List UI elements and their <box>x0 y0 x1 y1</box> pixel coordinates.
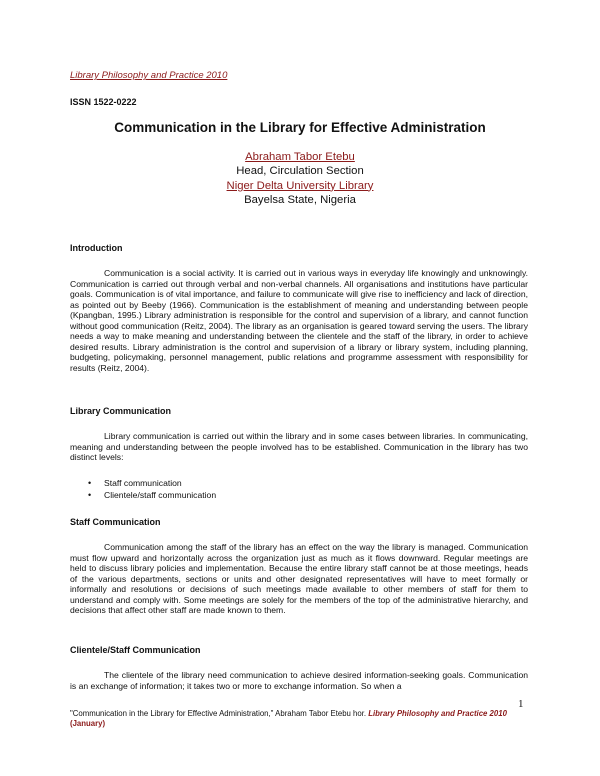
list-item: • Staff communication <box>88 478 182 488</box>
heading-clientele-communication: Clientele/Staff Communication <box>70 645 201 655</box>
paragraph-staff-communication: Communication among the staff of the library has an effect on the way the library is managed. Communication must flow upward and horizontally across the organization just as much as it flows downward. Regular meetings are held to discuss library policies and implementation. Because the entire library staff cannot be at those meetings, heads of the various departments, sections or units and other designated representatives will have to meet formally or informally and resolutions or decisions of such meetings made available to other members of staff for them to understand and comply with. Some meetings are solely for the members of the top of the administrative hierarchy, and decisions that affect other staff are made known to them. <box>70 542 528 615</box>
paragraph-library-communication: Library communication is carried out within the library and in some cases between libraries. In communicating, meaning and understanding between the people involved has to be established. Communication in the library has two distinct levels: <box>70 431 528 462</box>
paragraph-introduction: Communication is a social activity. It is carried out in various ways in everyday life knowingly and unknowingly. Communication is carried out through verbal and non-verbal channels. All organisations and institutions have particular goals. Communication is of vital importance, and failure to communicate will give rise to inefficiency and lack of direction, as pointed out by Beeby (1966). Communication is the establishment of meaning and understanding between people (Kpangban, 1995.) Library administration is responsible for the control and supervision of a library, and cannot function without good communication (Reitz, 2004). The library as an organisation is geared toward serving the users. The library needs a way to make meaning and understanding between the clientele and the staff of the library, in order to achieve desired results. Library administration is the control and supervision of a library or library system, including planning, budgeting, policymaking, personnel management, public relations and programme assessment with responsibility for results (Reitz, 2004). <box>70 268 528 373</box>
heading-library-communication: Library Communication <box>70 406 172 416</box>
footer-citation: "Communication in the Library for Effective Administration," Abraham Tabor Etebu hor. Library Philosophy and Practice 2010 (January) <box>70 709 507 728</box>
author-position: Head, Circulation Section <box>236 165 364 178</box>
heading-introduction: Introduction <box>70 243 123 253</box>
article-title: Communication in the Library for Effective Administration <box>114 120 486 135</box>
page-number: 1 <box>518 698 524 710</box>
paragraph-clientele-communication: The clientele of the library need communication to achieve desired information-seeking goals. Communication is an exchange of information; it takes two or more to exchange information. So when a <box>70 670 528 691</box>
institution-link[interactable]: Niger Delta University Library <box>226 179 374 192</box>
footer-journal: Library Philosophy and Practice 2010 <box>368 709 507 718</box>
levels-list <box>88 478 216 501</box>
author-name-link[interactable]: Abraham Tabor Etebu <box>245 151 355 163</box>
footer-date: (January) <box>70 719 106 728</box>
author-location: Bayelsa State, Nigeria <box>244 193 356 206</box>
author-block <box>0 150 600 207</box>
heading-staff-communication: Staff Communication <box>70 517 161 527</box>
issn: ISSN 1522-0222 <box>70 97 137 107</box>
journal-link[interactable]: Library Philosophy and Practice 2010 <box>70 70 228 81</box>
list-item: • Clientele/staff communication <box>88 489 217 500</box>
